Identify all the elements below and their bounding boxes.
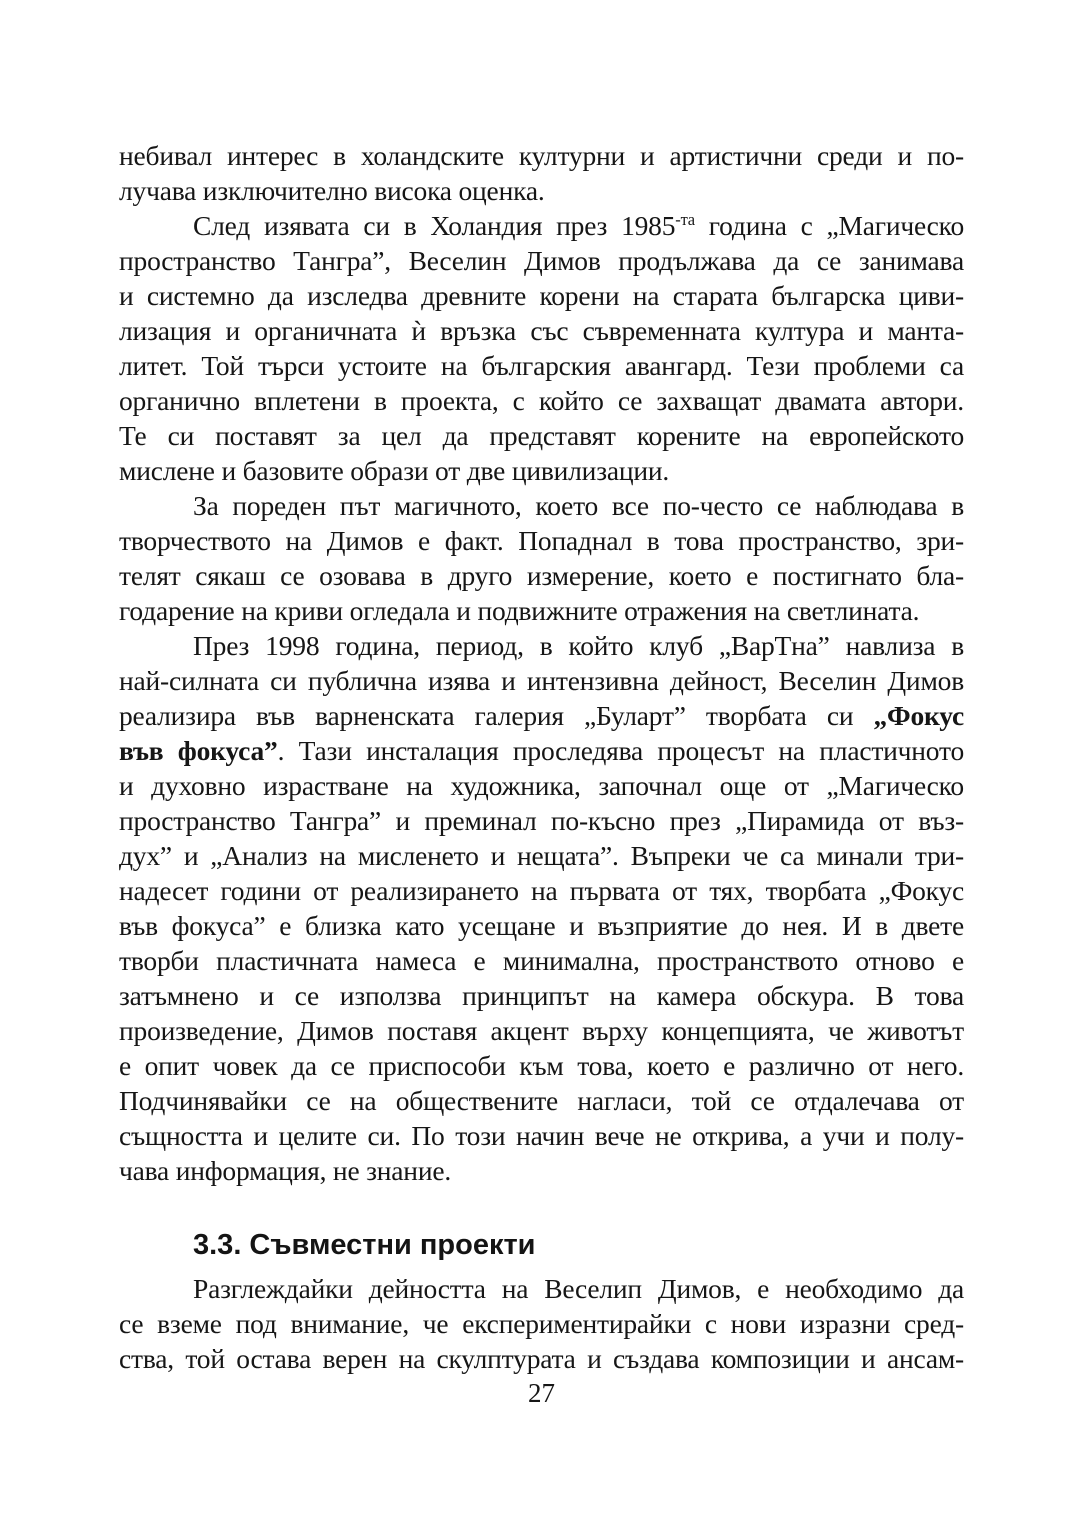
paragraph <box>119 488 964 628</box>
text-line <box>119 1048 964 1083</box>
text-line-content: най-силната си публична изява и интензивна дейност, Веселин Димов <box>119 665 964 696</box>
text-line <box>119 278 964 313</box>
text-line-content: същността и целите си. По този начин вече не открива, а учи и полу- <box>119 1120 964 1151</box>
text-line-content: . Тази инсталация проследява процесът на пластичното <box>277 735 965 766</box>
text-line <box>119 873 964 908</box>
text-line-content: телят сякаш се озовава в друго измерение, което е постигнато бла- <box>119 560 964 591</box>
text-line-content: За пореден път магичното, което все по-често се наблюдава в <box>193 490 964 521</box>
paragraph <box>119 628 964 1188</box>
text-line <box>119 663 964 698</box>
text-line <box>119 348 964 383</box>
text-line <box>119 453 964 488</box>
text-body <box>119 138 964 1376</box>
text-line-content: Те си поставят за цел да представят корените на европейското <box>119 420 964 451</box>
text-line-content: затъмнено и се използва принципът на камера обскура. В това <box>119 980 964 1011</box>
text-line <box>119 1083 964 1118</box>
text-line-content: лизация и органичната ѝ връзка със съвременната култура и манта- <box>119 315 964 346</box>
text-line <box>119 558 964 593</box>
text-line <box>119 1271 964 1306</box>
text-line <box>119 1118 964 1153</box>
text-line-content: ства, той остава верен на скулптурата и създава композиции и ансам- <box>119 1343 964 1374</box>
text-line <box>119 313 964 348</box>
text-line <box>119 733 964 768</box>
text-line <box>119 243 964 278</box>
text-line <box>119 1341 964 1376</box>
text-line-content: литет. Той търси устоите на българския авангард. Тези проблеми са <box>119 350 964 381</box>
text-line <box>119 523 964 558</box>
text-line <box>119 1306 964 1341</box>
page-footer <box>119 1376 964 1411</box>
text-line-content: и духовно израстване на художника, започнал още от „Магическо <box>119 770 964 801</box>
text-line <box>119 908 964 943</box>
text-line <box>119 488 964 523</box>
superscript-suffix: -та <box>675 209 695 229</box>
text-line <box>119 838 964 873</box>
text-line <box>119 208 964 243</box>
text-line <box>119 593 964 628</box>
text-line-content: пространство Тангра” и преминал по-късно през „Пирамида от въз- <box>119 805 964 836</box>
text-line-content: и системно да изследва древните корени на старата българска циви- <box>119 280 964 311</box>
paragraph <box>119 208 964 488</box>
text-line <box>119 628 964 663</box>
paragraph <box>119 138 964 208</box>
text-line <box>119 1153 964 1188</box>
text-line-content: През 1998 година, период, в който клуб „ВарТна” навлиза в <box>193 630 964 661</box>
text-line-content: творчеството на Димов е факт. Попаднал в това пространство, зри- <box>119 525 964 556</box>
page-number: 27 <box>528 1378 555 1408</box>
text-line-content: се вземе под внимание, че експериментирайки с нови изразни сред- <box>119 1308 964 1339</box>
bold-artwork-title: „Фокус <box>873 700 964 731</box>
text-line <box>119 768 964 803</box>
text-line-content: годарение на криви огледала и подвижните отражения на светлината. <box>119 595 920 626</box>
text-line-content: надесет години от реализирането на първата от тях, творбата „Фокус <box>119 875 964 906</box>
text-line <box>119 698 964 733</box>
section-heading: 3.3. Съвместни проекти <box>193 1229 536 1261</box>
text-line <box>119 383 964 418</box>
bold-artwork-title: във фокуса” <box>119 735 278 766</box>
text-line-content: във фокуса” е близка като усещане и възприятие до нея. И в двете <box>119 910 964 941</box>
text-line-content: мислене и базовите образи от две цивилизации. <box>119 455 670 486</box>
text-line-content: творби пластичната намеса е минимална, пространството отново е <box>119 945 964 976</box>
text-line-content: година с „Магическо <box>694 210 964 241</box>
text-line <box>119 138 964 173</box>
text-line-content: произведение, Димов поставя акцент върху концепцията, че животът <box>119 1015 964 1046</box>
text-line-content: пространство Тангра”, Веселин Димов продължава да се занимава <box>119 245 964 276</box>
text-line <box>119 803 964 838</box>
text-line-content: След изявата си в Холандия през 1985 <box>193 210 676 241</box>
text-line-content: Разглеждайки дейността на Веселип Димов, е необходимо да <box>193 1273 964 1304</box>
text-line <box>119 1013 964 1048</box>
text-line <box>119 418 964 453</box>
text-line <box>119 978 964 1013</box>
text-line-content: е опит човек да се приспособи към това, което е различно от него. <box>119 1050 964 1081</box>
text-line-content: небивал интерес в холандските културни и артистични среди и по- <box>119 140 964 171</box>
text-line-content: Подчинявайки се на обществените нагласи, той се отдалечава от <box>119 1085 964 1116</box>
text-line-content: лучава изключително висока оценка. <box>119 175 545 206</box>
text-line-content: дух” и „Анализ на мисленето и нещата”. Въпреки че са минали три- <box>119 840 964 871</box>
text-line <box>119 173 964 208</box>
paragraph <box>119 1271 964 1376</box>
text-line <box>119 943 964 978</box>
text-line-content: реализира във варненската галерия „Буларт” творбата си <box>119 700 874 731</box>
text-line-content: органично вплетени в проекта, с който се захващат двамата автори. <box>119 385 964 416</box>
text-line-content: чава информация, не знание. <box>119 1155 452 1186</box>
